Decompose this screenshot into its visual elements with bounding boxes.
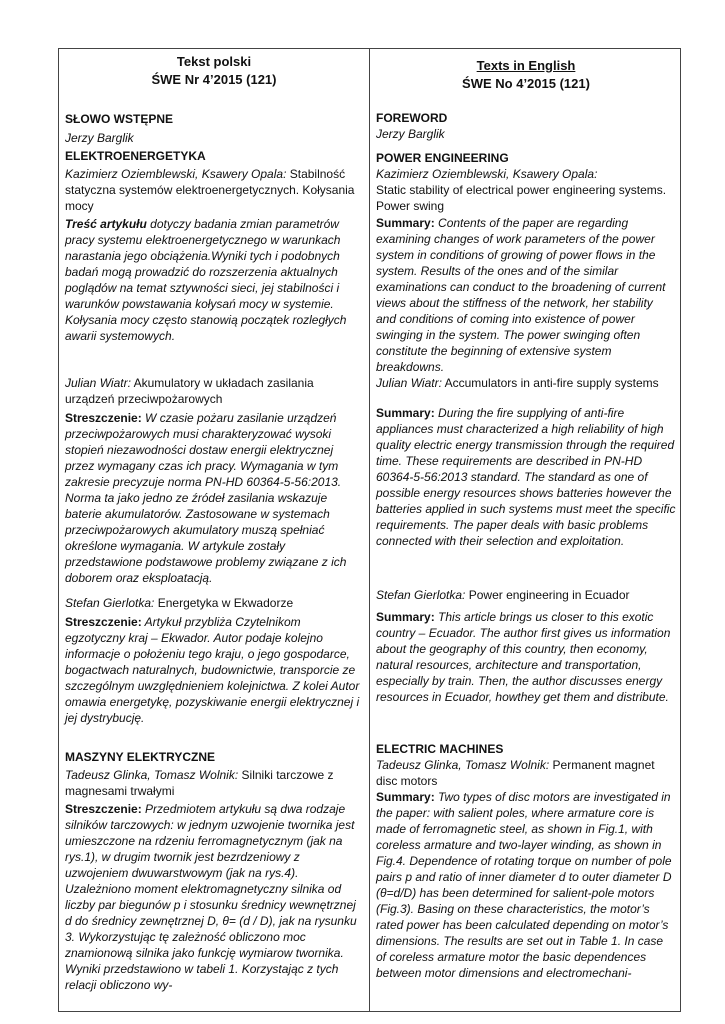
article-title: Silniki tarczowe z magnesami trwałymi: [65, 768, 334, 798]
article-abstract: [65, 410, 363, 586]
english-article-3: [376, 587, 676, 705]
english-header: [376, 57, 676, 93]
article-authors: Stefan Gierlotka:: [376, 588, 466, 602]
polish-column: [65, 49, 363, 992]
abstract-label: Treść artykułu: [65, 217, 147, 231]
article-heading: [65, 767, 363, 799]
article-abstract: [376, 215, 676, 375]
article-heading: [376, 757, 676, 789]
abstract-label: Summary:: [376, 790, 435, 804]
article-authors: Tadeusz Glinka, Tomasz Wolnik:: [376, 758, 550, 772]
article-heading: [65, 595, 363, 611]
section-heading: POWER ENGINEERING: [376, 151, 509, 165]
abstract-text: dotyczy badania zmian parametrów pracy systemu elektroenergetycznego w warunkach narastania jego obciążenia.Wyniki tych i podobnych badań mogą prowadzić do rozszerzenia aktualnych poglądów na temat sztywności sieci, jej stabilności i warunków powstawania kołysań mocy w systemie. Kołysania mocy często stanowią początek rozległych awarii systemowych.: [65, 217, 347, 343]
article-authors: Kazimierz Oziemblewski, Ksawery Opala:: [65, 167, 287, 181]
article-title: Akumulatory w układach zasilania urządzeń przeciwpożarowych: [65, 376, 314, 406]
english-foreword: [376, 110, 676, 375]
polish-header-issue: ŚWE Nr 4’2015 (121): [151, 72, 277, 87]
author: Jerzy Barglik: [65, 131, 134, 145]
article-abstract: [376, 789, 676, 981]
section-heading: ELECTRIC MACHINES: [376, 742, 504, 756]
article-heading: [65, 375, 363, 407]
section-heading: ELEKTROENERGETYKA: [65, 149, 206, 163]
abstract-label: Summary:: [376, 406, 435, 420]
article-title: Stabilność statyczna systemów elektroenergetycznych. Kołysania mocy: [65, 167, 355, 213]
article-authors: Julian Wiatr:: [376, 376, 442, 390]
abstract-text: Contents of the paper are regarding examining changes of work parameters of the power system in conditions of growing of power flows in the system. Results of the ones and of the similar examinations can conduct to the broadening of current views about the stiffness of the network, her stability and conditions of coming into existence of power swinging in the system. The power swinging often constitute the beginning of extensive system breakdowns.: [376, 216, 666, 374]
article-title: Static stability of electrical power engineering systems. Power swing: [376, 183, 667, 213]
article-abstract: [376, 609, 676, 705]
abstract-text: Two types of disc motors are investigated in the paper: with salient poles, where armature core is made of ferromagnetic steel, as shown in Fig.1, with coreless armature and two-layer winding, as shown in Fig.4. Dependence of rotating torque on number of pole pairs p and ratio of inner diameter d to outer diameter D (θ=d/D) has been determined for salient-pole motors (Fig.3). Basing on these characteristics, the motor’s rated power has been calculated depending on motor’s dimensions. The results are set out in Table 1. In case of coreless armature motor the basic dependences between motor dimensions and electromechani-: [376, 790, 672, 980]
article-authors: Julian Wiatr:: [65, 376, 131, 390]
article-abstract: [65, 216, 363, 344]
english-article-4: [376, 741, 676, 981]
polish-header-title: Tekst polski: [176, 54, 252, 69]
article-title: Permanent magnet disc motors: [376, 758, 655, 788]
abstract-label: Summary:: [376, 610, 435, 624]
polish-header: [65, 53, 363, 89]
english-header-issue: ŚWE No 4’2015 (121): [462, 76, 590, 91]
article-title: Accumulators in anti-fire supply systems: [441, 376, 659, 390]
article-abstract: [65, 614, 363, 726]
polish-foreword: [65, 111, 363, 344]
abstract-text: Przedmiotem artykułu są dwa rodzaje silników tarczowych: w jednym uzwojenie twornika jest umieszczone na rdzeniu ferromagnetycznym (jak na rys.1), w drugim twornik jest bezrdzeniowy z uzwojeniem dwuwarstwowym (jak na rys.4). Uzależniono moment elektromagnetyczny silnika od liczby par biegunów p i stosunku średnicy wewnętrznej d do średnicy zewnętrznej D, θ= (d / D), jak na rysunku 3. Wykorzystując tę zależność obliczono moc znamionową silnika jako funkcję wymiarow twornika. Wyniki przedstawiono w tabeli 1. Korzystając z tych relacji obliczono wy-: [65, 802, 357, 992]
english-column: [376, 49, 676, 980]
article-heading: [376, 375, 676, 391]
article-authors: Tadeusz Glinka, Tomasz Wolnik:: [65, 768, 239, 782]
section-heading: SŁOWO WSTĘPNE: [65, 112, 173, 126]
article-abstract: [376, 405, 676, 549]
english-article-2: [376, 375, 676, 549]
abstract-text: This article brings us closer to this exotic country – Ecuador. The author first gives us information about the geography of this country, then economy, natural resources, architecture and transportation, especially by train. Then, the author discusses energy resources in Ecuador, howthey get them and distribute.: [376, 610, 671, 704]
abstract-label: Streszczenie:: [65, 411, 142, 425]
article-abstract: [65, 801, 363, 993]
polish-article-4: [65, 749, 363, 993]
english-header-title: Texts in English: [476, 58, 576, 73]
article-title: Energetyka w Ekwadorze: [154, 596, 294, 610]
abstract-label: Summary:: [376, 216, 435, 230]
article-authors: Kazimierz Oziemblewski, Ksawery Opala:: [376, 167, 598, 181]
section-heading: MASZYNY ELEKTRYCZNE: [65, 750, 216, 764]
abstract-label: Streszczenie:: [65, 615, 142, 629]
abstract-label: Streszczenie:: [65, 802, 142, 816]
abstract-text: W czasie pożaru zasilanie urządzeń przeciwpożarowych musi charakteryzować wysoki stopień niezawodności dostaw energii elektrycznej przez wymagany czas ich pracy. Wymagania w tym zakresie precyzuje norma PN-HD 60364-5-56:2013. Norma ta jako jedno ze źródeł zasilania wskazuje baterie akumulatorów. Zastosowane w systemach przeciwpożarowych akumulatory muszą spełniać określone wymagania. W artykule zostały przedstawione podstawowe problemy związane z ich doborem oraz eksploatacją.: [65, 411, 347, 585]
article-heading: [65, 166, 363, 214]
section-heading: FOREWORD: [376, 111, 448, 125]
bilingual-abstract-table: [58, 48, 681, 1012]
polish-article-2: [65, 375, 363, 586]
column-divider: [369, 49, 370, 1011]
author: Jerzy Barglik: [376, 127, 445, 141]
article-authors: Stefan Gierlotka:: [65, 596, 155, 610]
polish-article-3: [65, 595, 363, 726]
article-heading: [376, 587, 676, 603]
abstract-text: During the fire supplying of anti-fire appliances must characterized a high reliability of high quality electric energy transmission through the required time. These requirements are described in PN-HD 60364-5-56:2013 standard. The standard as one of possible energy resources shows batteries however the batteries applied in such systems must meet the specific requirements. The paper deals with basic problems connected with their selection and exploitation.: [376, 406, 676, 548]
article-title: Power engineering in Ecuador: [465, 588, 630, 602]
abstract-text: Artykuł przybliża Czytelnikom egzotyczny kraj – Ekwador. Autor podaje kolejno informacje o położeniu tego kraju, o jego gospodarce, bogactwach naturalnych, budownictwie, transporcie ze szczególnym uwzględnieniem kolejnictwa. Z kolei Autor omawia energetykę, pozyskiwanie energii elektrycznej i jej dystrybucję.: [65, 615, 360, 725]
